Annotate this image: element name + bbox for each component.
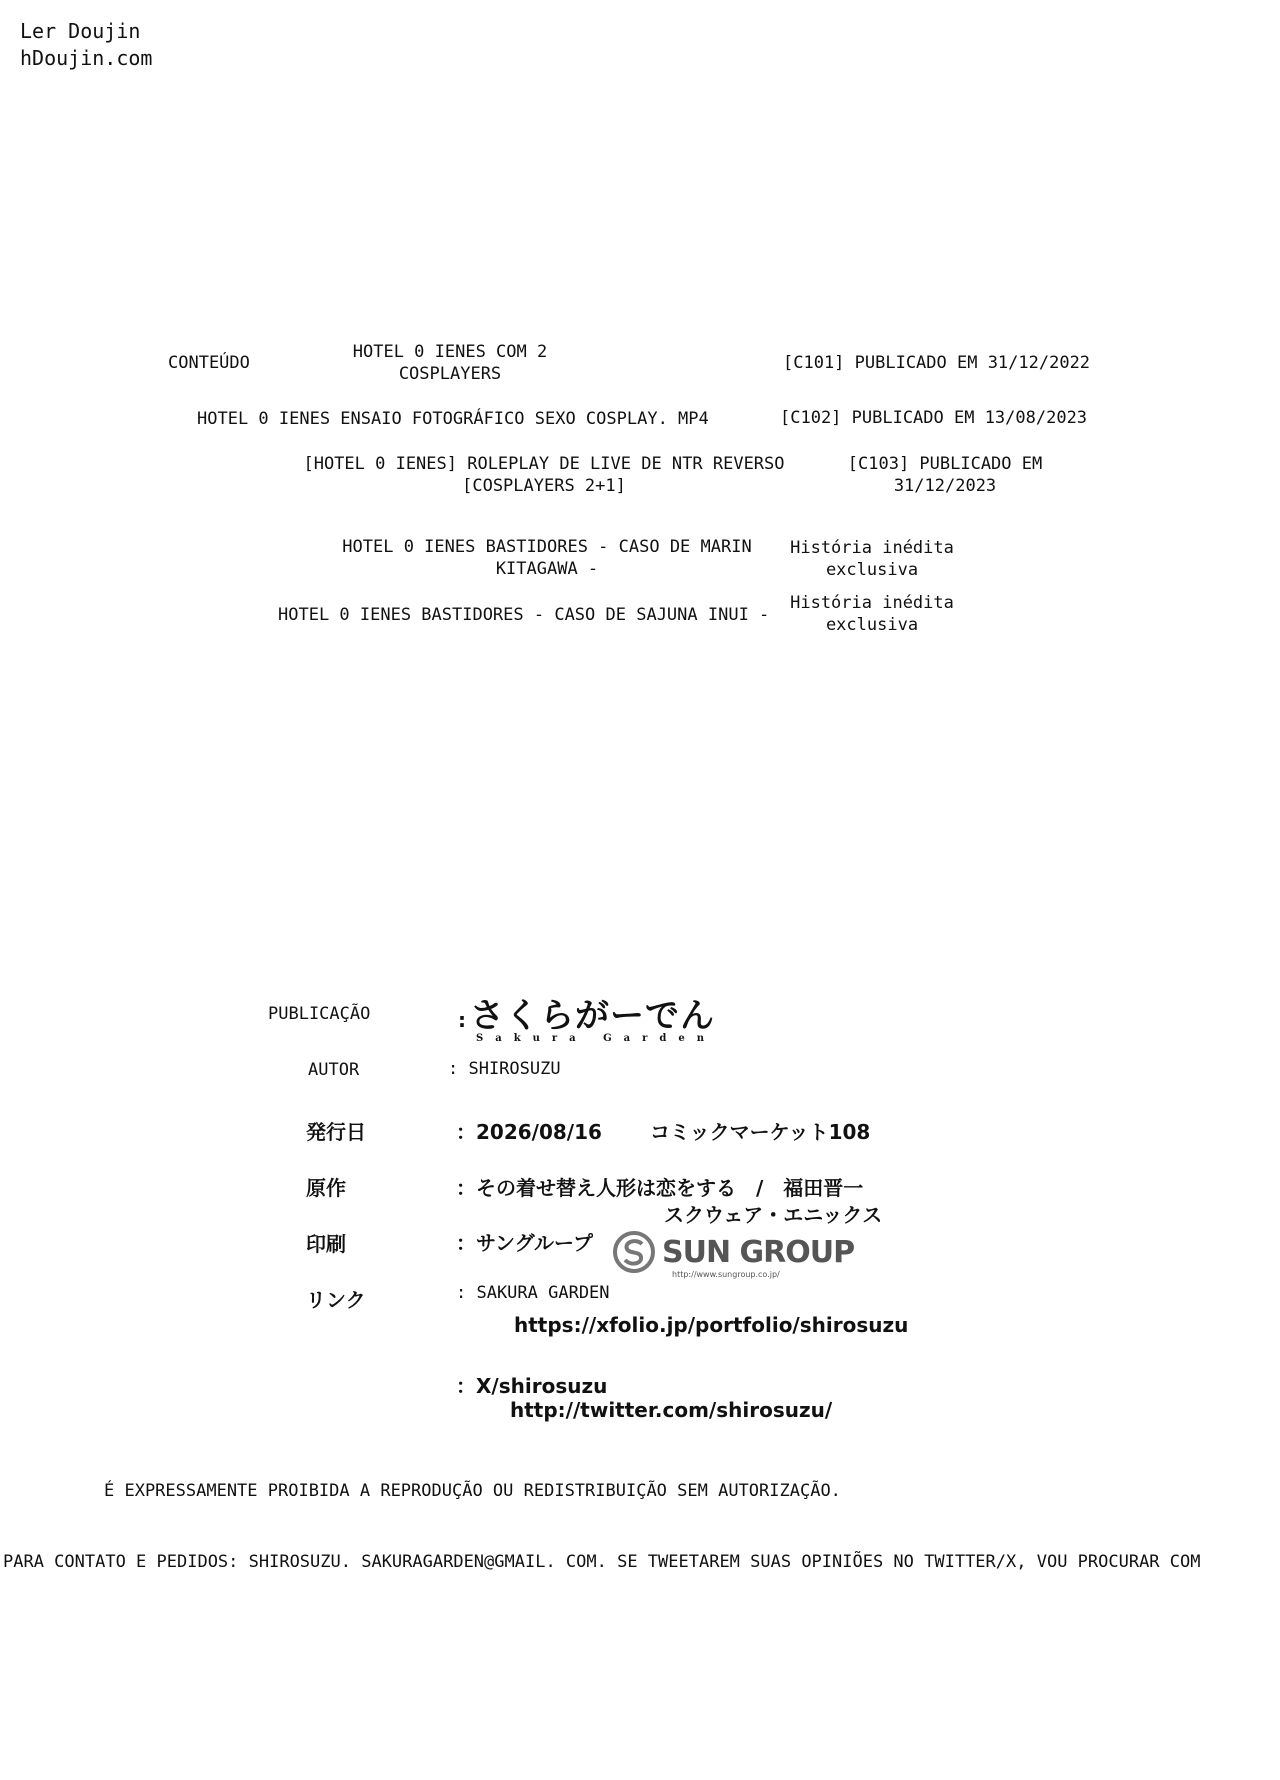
copyright-notice: É EXPRESSAMENTE PROIBIDA A REPRODUÇÃO OU REDISTRIBUIÇÃO SEM AUTORIZAÇÃO. [104,1481,841,1501]
sun-group-logo [612,1230,854,1279]
watermark-line-1: Ler Doujin [20,19,141,43]
links-label: リンク [306,1288,366,1312]
links-site-url[interactable]: https://xfolio.jp/portfolio/shirosuzu [514,1313,909,1337]
links-x-url[interactable]: http://twitter.com/shirosuzu/ [510,1398,833,1422]
original-publisher: スクウェア・エニックス [664,1203,883,1227]
sakura-garden-logo: : さくらがーでん Sakura Garden [458,988,716,1044]
contents-item-4-title: HOTEL 0 IENES BASTIDORES - CASO DE MARIN KITAGAWA - [342,537,752,579]
contents-item-5-title: HOTEL 0 IENES BASTIDORES - CASO DE SAJUNA INUI - [278,605,770,625]
contents-item-4-note: História inédita exclusiva [790,538,954,580]
contents-item-1-note: [C101] PUBLICADO EM 31/12/2022 [783,353,1091,373]
sun-group-emblem-icon [612,1230,656,1274]
sun-group-logo-name: SUN GROUP [662,1234,855,1270]
printing-value: ：サングループ [456,1231,593,1255]
original-label: 原作 [306,1176,346,1200]
contents-item-3-note: [C103] PUBLICADO EM 31/12/2023 [847,454,1043,496]
contents-item-2-title: HOTEL 0 IENES ENSAIO FOTOGRÁFICO SEXO COSPLAY. MP4 [197,409,709,429]
watermark [20,18,152,72]
contents-item-3-title: [HOTEL 0 IENES] ROLEPLAY DE LIVE DE NTR REVERSO [COSPLAYERS 2+1] [303,454,785,496]
date-label: 発行日 [306,1120,366,1144]
watermark-line-2: hDoujin.com [20,46,153,70]
contact-notice: PARA CONTATO E PEDIDOS: SHIROSUZU. SAKURAGARDEN@GMAIL. COM. SE TWEETAREM SUAS OPINIÕES NO TWITTER/X, VOU PROCURAR COM [3,1552,1201,1572]
author-label: AUTOR [308,1060,360,1080]
links-x-label: ：X/shirosuzu [456,1374,608,1398]
sun-group-logo-url: http://www.sungroup.co.jp/ [672,1270,780,1279]
printing-label: 印刷 [306,1232,346,1256]
links-site-label: : SAKURA GARDEN [456,1283,610,1303]
sakura-garden-logo-sub: Sakura Garden [476,1033,717,1044]
publication-label: PUBLICAÇÃO [268,1004,371,1024]
sakura-garden-logo-text: さくらがーでん [470,996,715,1036]
author-value: : SHIROSUZU [448,1059,561,1079]
contents-heading: CONTEÚDO [168,353,250,373]
contents-item-1-title: HOTEL 0 IENES COM 2 COSPLAYERS [352,342,548,384]
event-value: コミックマーケット108 [650,1120,871,1144]
original-value: ：その着せ替え人形は恋をする / 福田晋一 [456,1176,864,1200]
contents-item-2-note: [C102] PUBLICADO EM 13/08/2023 [780,408,1088,428]
date-value: ：2026/08/16 [456,1120,602,1144]
contents-item-5-note: História inédita exclusiva [790,593,954,635]
